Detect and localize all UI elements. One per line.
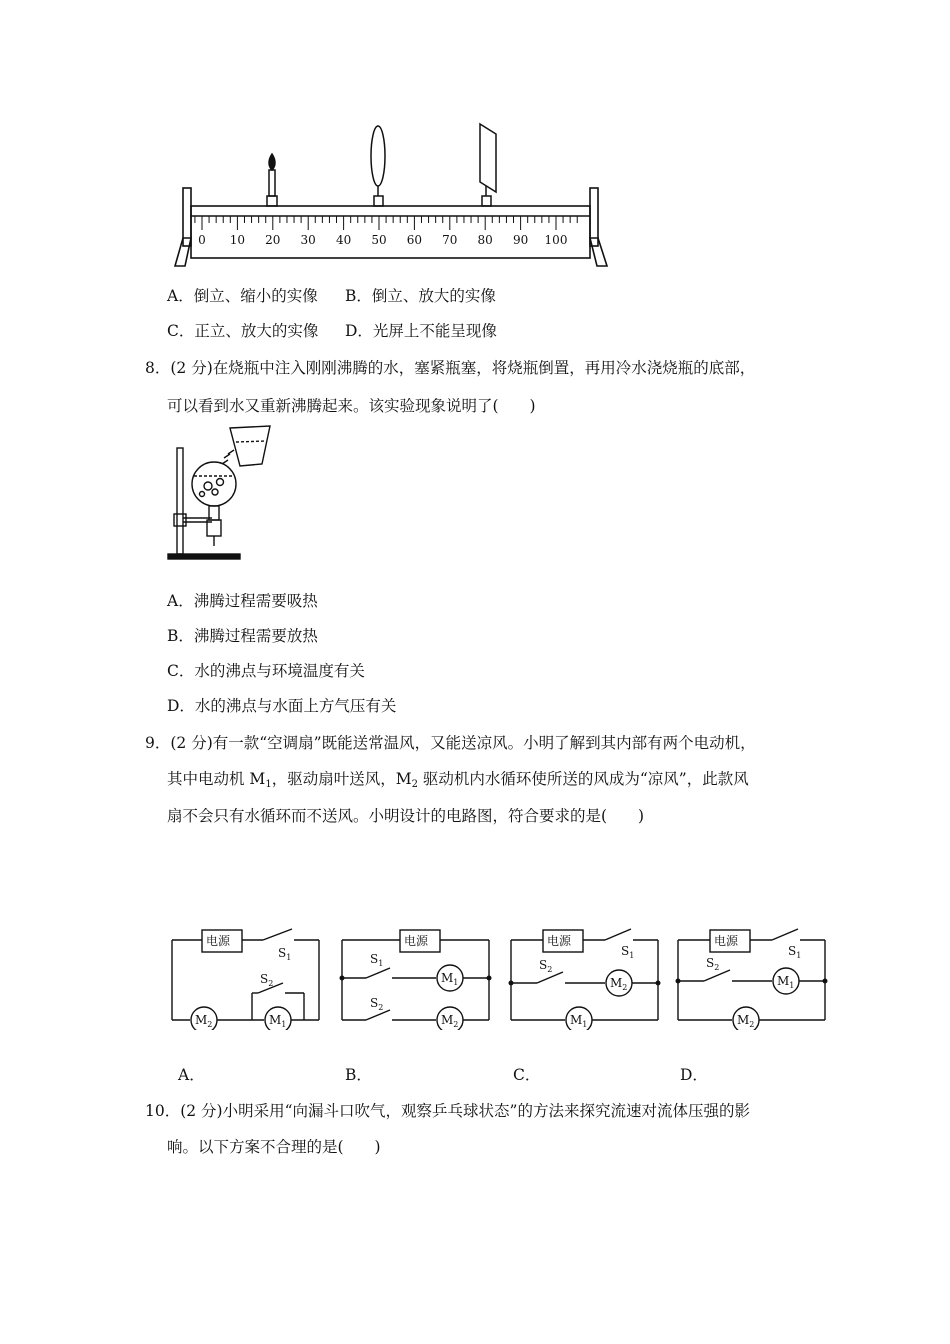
power-label: 电源 xyxy=(404,934,429,948)
s2-label: $S_2$ xyxy=(260,972,274,988)
q8-option-a: A．沸腾过程需要吸热 xyxy=(167,592,318,610)
q7-option-c: C．正立、放大的实像 xyxy=(167,322,319,340)
q7-option-d: D．光屏上不能呈现像 xyxy=(345,322,497,340)
candle-icon xyxy=(267,154,277,206)
q10-stem-line1: 10．(2 分)小明采用“向漏斗口吹气，观察乒乓球状态”的方法来探究流速对流体压强的影 xyxy=(145,1102,750,1120)
power-label: 电源 xyxy=(714,934,739,948)
m2-label: $M_2$ xyxy=(737,1013,755,1029)
q8-stem-line1: 8．(2 分)在烧瓶中注入刚刚沸腾的水，塞紧瓶塞，将烧瓶倒置，再用冷水浇烧瓶的底部， xyxy=(145,359,756,377)
ruler-tick-label: 60 xyxy=(406,233,423,247)
s1-label: $S_1$ xyxy=(621,944,635,960)
flask-apparatus-figure xyxy=(162,420,287,568)
q9-choice-d: D． xyxy=(680,1066,708,1084)
ruler-tick-label: 40 xyxy=(335,233,352,247)
q8-option-b: B．沸腾过程需要放热 xyxy=(167,627,318,645)
beaker-icon xyxy=(230,426,270,466)
m1-label: $M_1$ xyxy=(441,971,459,987)
q7-option-a: A．倒立、缩小的实像 xyxy=(167,287,318,305)
stand-rod xyxy=(177,448,183,554)
q10-stem-line2: 响。以下方案不合理的是( ) xyxy=(167,1138,381,1156)
ruler-tick-label: 70 xyxy=(442,233,458,247)
ruler-tick-label: 10 xyxy=(229,233,246,247)
ruler-tick-label: 0 xyxy=(198,233,206,247)
circuit-diagram-b xyxy=(338,925,493,1030)
s2-label: $S_2$ xyxy=(706,956,720,972)
m1-label: $M_1$ xyxy=(269,1013,287,1029)
q9-choice-b: B． xyxy=(345,1066,372,1084)
q8-option-c: C．水的沸点与环境温度有关 xyxy=(167,662,365,680)
ruler-tick-label: 30 xyxy=(300,233,316,247)
q9-choice-c: C． xyxy=(513,1066,541,1084)
circuit-diagram-d xyxy=(674,925,829,1030)
circuit-diagram-c xyxy=(507,925,662,1030)
ruler-tick-label: 80 xyxy=(477,233,493,247)
bench-body xyxy=(191,206,590,258)
ruler-labels xyxy=(198,233,567,247)
stand-base xyxy=(168,554,240,559)
q8-stem-line2: 可以看到水又重新沸腾起来。该实验现象说明了( ) xyxy=(167,397,536,415)
m2-label: $M_2$ xyxy=(441,1013,459,1029)
convex-lens-icon xyxy=(371,126,385,206)
m2-label: $M_2$ xyxy=(195,1013,213,1029)
ruler-tick-label: 20 xyxy=(265,233,281,247)
s1-label: $S_1$ xyxy=(370,952,384,968)
s2-label: $S_2$ xyxy=(370,996,384,1012)
ruler-tick-label: 100 xyxy=(544,233,568,247)
optical-bench-figure xyxy=(170,120,615,270)
q9-stem-line3: 扇不会只有水循环而不送风。小明设计的电路图，符合要求的是( ) xyxy=(167,807,645,825)
ruler-tick-label: 90 xyxy=(512,233,529,247)
q7-option-b: B．倒立、放大的实像 xyxy=(345,287,496,305)
s2-label: $S_2$ xyxy=(539,958,553,974)
ruler-tick-label: 50 xyxy=(371,233,387,247)
q9-stem-line1: 9．(2 分)有一款“空调扇”既能送常温风，又能送凉风。小明了解到其内部有两个电动机， xyxy=(145,734,756,752)
inverted-flask xyxy=(192,462,236,506)
m1-label: $M_1$ xyxy=(777,974,795,990)
q8-option-d: D．水的沸点与水面上方气压有关 xyxy=(167,697,397,715)
s1-label: $S_1$ xyxy=(278,946,292,962)
circuit-diagram-a xyxy=(168,925,323,1030)
ruler-ticks xyxy=(195,216,577,230)
m1-label: $M_1$ xyxy=(570,1013,588,1029)
s1-label: $S_1$ xyxy=(788,944,802,960)
power-label: 电源 xyxy=(206,934,231,948)
q9-choice-a: A． xyxy=(178,1066,205,1084)
m2-label: $M_2$ xyxy=(610,976,628,992)
light-screen-icon xyxy=(480,124,496,206)
power-label: 电源 xyxy=(547,934,572,948)
q9-stem-line2: 其中电动机 $M_1$，驱动扇叶送风，$M_2$ 驱动机内水循环使所送的风成为“凉风”，此款风 xyxy=(167,770,749,790)
